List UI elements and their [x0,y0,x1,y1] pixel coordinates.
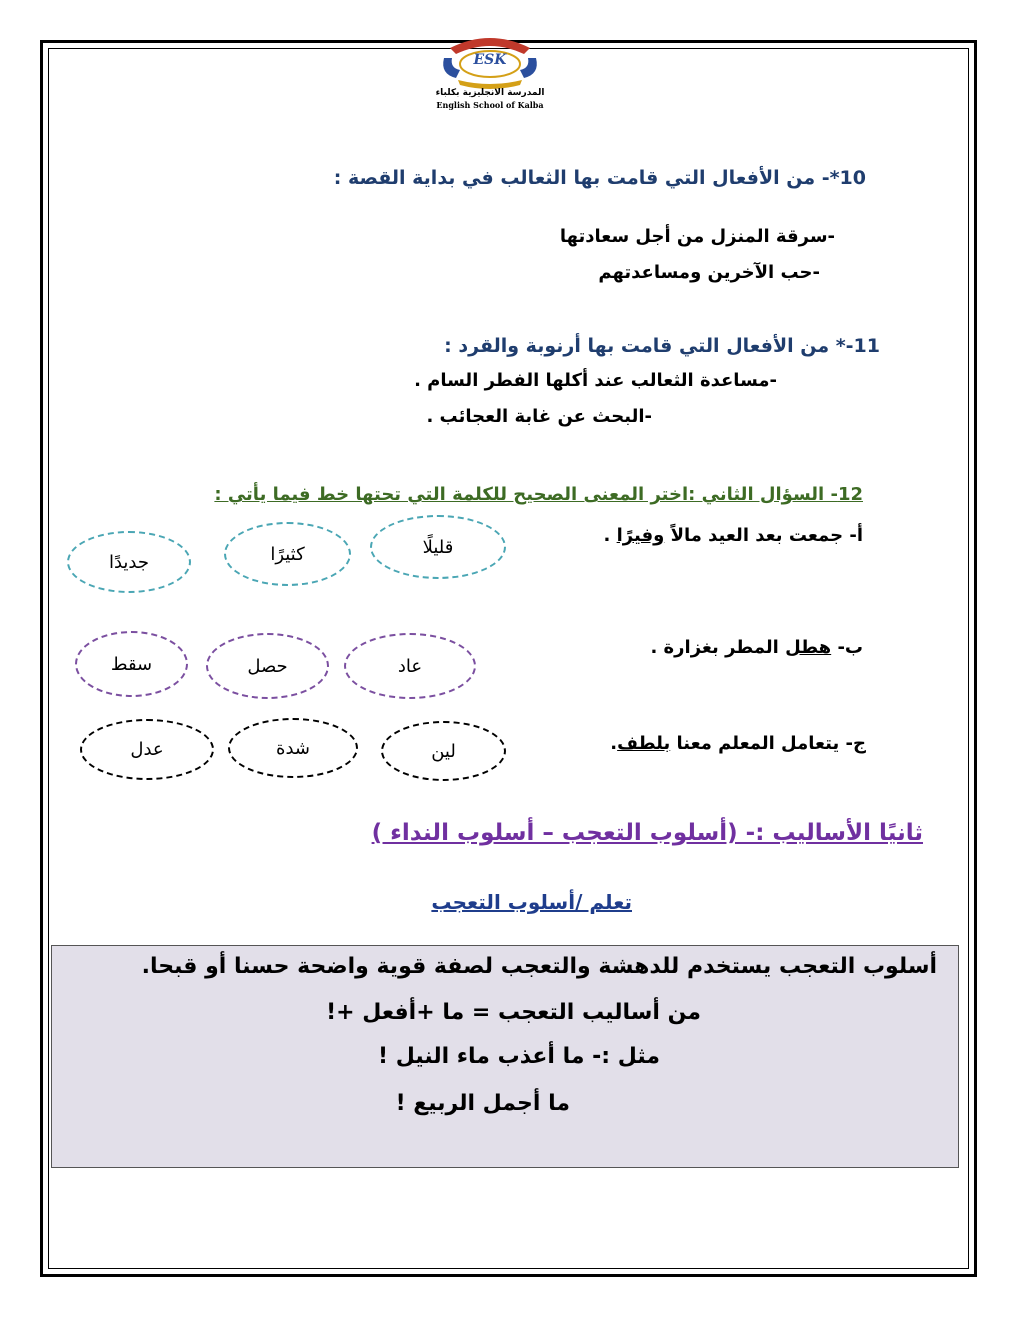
q12-item-a-prefix: أ- جمعت بعد العيد مالاً [664,525,863,546]
q12-b-option-3[interactable]: سقط [75,631,188,697]
info-line-4: ما أجمل الربيع ! [395,1091,570,1116]
learn-heading: تعلم /أسلوب التعجب [431,890,632,914]
q12-c-option-2[interactable]: شدة [228,718,358,778]
q12-c-option-1[interactable]: لين [381,721,506,781]
q12-item-a-word: وفيرًا [616,525,665,546]
info-line-1: أسلوب التعجب يستخدم للدهشة والتعجب لصفة قوية واضحة حسنا أو قبحا. [141,954,937,979]
info-line-2: من أساليب التعجب = ما +أفعل +! [326,1000,701,1025]
logo-name-ar: المدرسة الانجليزية بكلباء [435,88,545,98]
school-logo [420,30,560,110]
styles-heading: ثانيًا الأساليب :- (أسلوب التعجب – أسلوب النداء ) [371,820,923,846]
q12-a-option-2[interactable]: كثيرًا [224,522,351,586]
q12-item-b-suffix: المطر بغزارة . [650,637,786,658]
q12-item-b [650,637,863,658]
q12-a-option-1[interactable]: قليلًا [370,515,506,579]
logo-initials: ESK [473,52,507,68]
q12-item-c-prefix: ج- يتعامل المعلم معنا [670,733,866,754]
q10-answer-1: -سرقة المنزل من أجل سعادتها [559,226,835,247]
info-line-3: مثل :- ما أعذب ماء النيل ! [378,1044,660,1069]
school-crest-icon [420,30,560,110]
q12-b-option-2[interactable]: حصل [206,633,329,699]
q12-item-b-word: هطل [785,637,832,658]
q12-item-a [604,525,864,546]
q12-title: 12- السؤال الثاني :اختر المعنى الصحيح للكلمة التي تحتها خط فيما يأتي : [214,484,863,505]
logo-name-en: English School of Kalba [436,100,544,110]
q12-a-option-3[interactable]: جديدًا [67,531,191,593]
q10-title: 10*- من الأفعال التي قامت بها الثعالب في بداية القصة : [333,167,866,189]
q11-answer-2: -البحث عن غابة العجائب . [426,406,652,427]
q10-answer-2: -حب الآخرين ومساعدتهم [598,262,820,283]
q12-b-option-1[interactable]: عاد [344,633,476,699]
info-box [51,945,959,1168]
q12-item-c [610,733,866,754]
q12-item-a-suffix: . [603,525,617,546]
q11-title: 11-* من الأفعال التي قامت بها أرنوبة والقرد : [444,335,880,357]
q12-item-b-prefix: ب- [831,637,863,658]
q11-answer-1: -مساعدة الثعالب عند أكلها الفطر السام . [414,370,777,391]
q12-c-option-3[interactable]: عدل [80,719,214,780]
q12-item-c-suffix: . [610,733,618,754]
q12-item-c-word: بلطف [617,733,671,754]
